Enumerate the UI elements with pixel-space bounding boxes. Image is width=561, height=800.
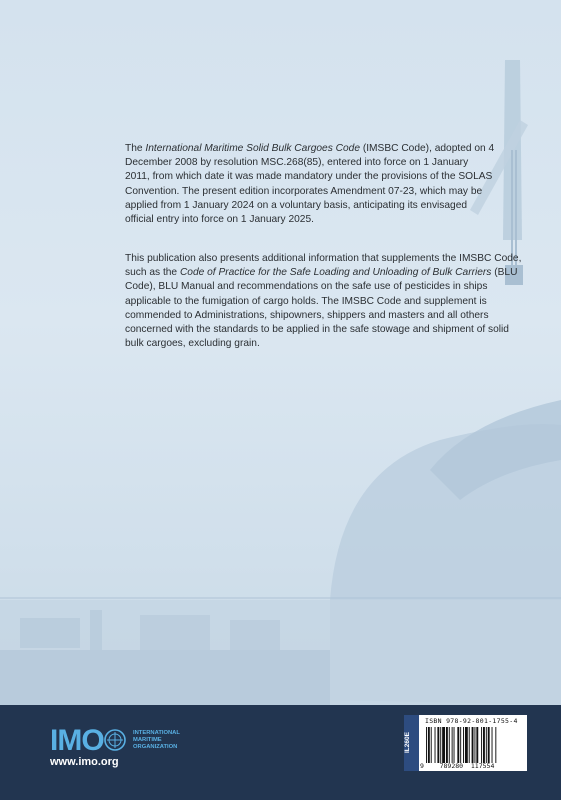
un-emblem-icon <box>104 729 126 751</box>
blu-code-title-italic: Code of Practice for the Safe Loading and Unloading of Bulk Carriers <box>179 267 492 279</box>
org-name-line: INTERNATIONAL <box>133 730 180 736</box>
barcode-digits-left: 789280 <box>439 762 464 770</box>
org-name-line: ORGANIZATION <box>133 744 178 750</box>
isbn-text: ISBN 978-92-801-1755-4 <box>425 717 518 725</box>
product-code: IL260E <box>404 732 411 754</box>
code-title-italic: International Maritime Solid Bulk Cargoes Code <box>145 143 360 154</box>
text-run: (BLU Code), BLU Manual and recommendations on the safe use of pesticides in ships applicable to the fumigation of cargo holds. The IMSBC Code and supplement is commended to Administrations, shipowners, shippers and masters and all others concerned with the standards to be applied in the safe stowage and shipment of solid bulk cargoes, excluding grain. <box>125 267 518 350</box>
supplement-paragraph <box>125 252 530 351</box>
text-run: This publication also presents additional information that supplements the IMSBC Code, such as the <box>125 253 522 279</box>
barcode-digits-right: 117554 <box>470 762 495 770</box>
text-run: The <box>125 143 146 154</box>
barcode-digits <box>420 762 494 770</box>
text-run: (IMSBC Code), adopted on 4 December 2008 by resolution MSC.268(85), entered into force on 1 January 2011, from which date it was made mandatory under the provisions of the SOLAS Convention. The present edition incorporates Amendment 07-23, which may be applied from 1 January 2024 on a voluntary basis, anticipating its envisaged official entry into force on 1 January 2025. <box>125 143 495 226</box>
barcode-digit-first: 9 <box>420 762 424 770</box>
website-url[interactable]: www.imo.org <box>50 756 119 768</box>
org-name-line: MARITIME <box>133 737 162 743</box>
organization-name <box>133 730 193 751</box>
imo-logo-text: IMO <box>50 724 104 757</box>
isbn-barcode <box>424 727 524 763</box>
intro-paragraph <box>125 142 495 227</box>
